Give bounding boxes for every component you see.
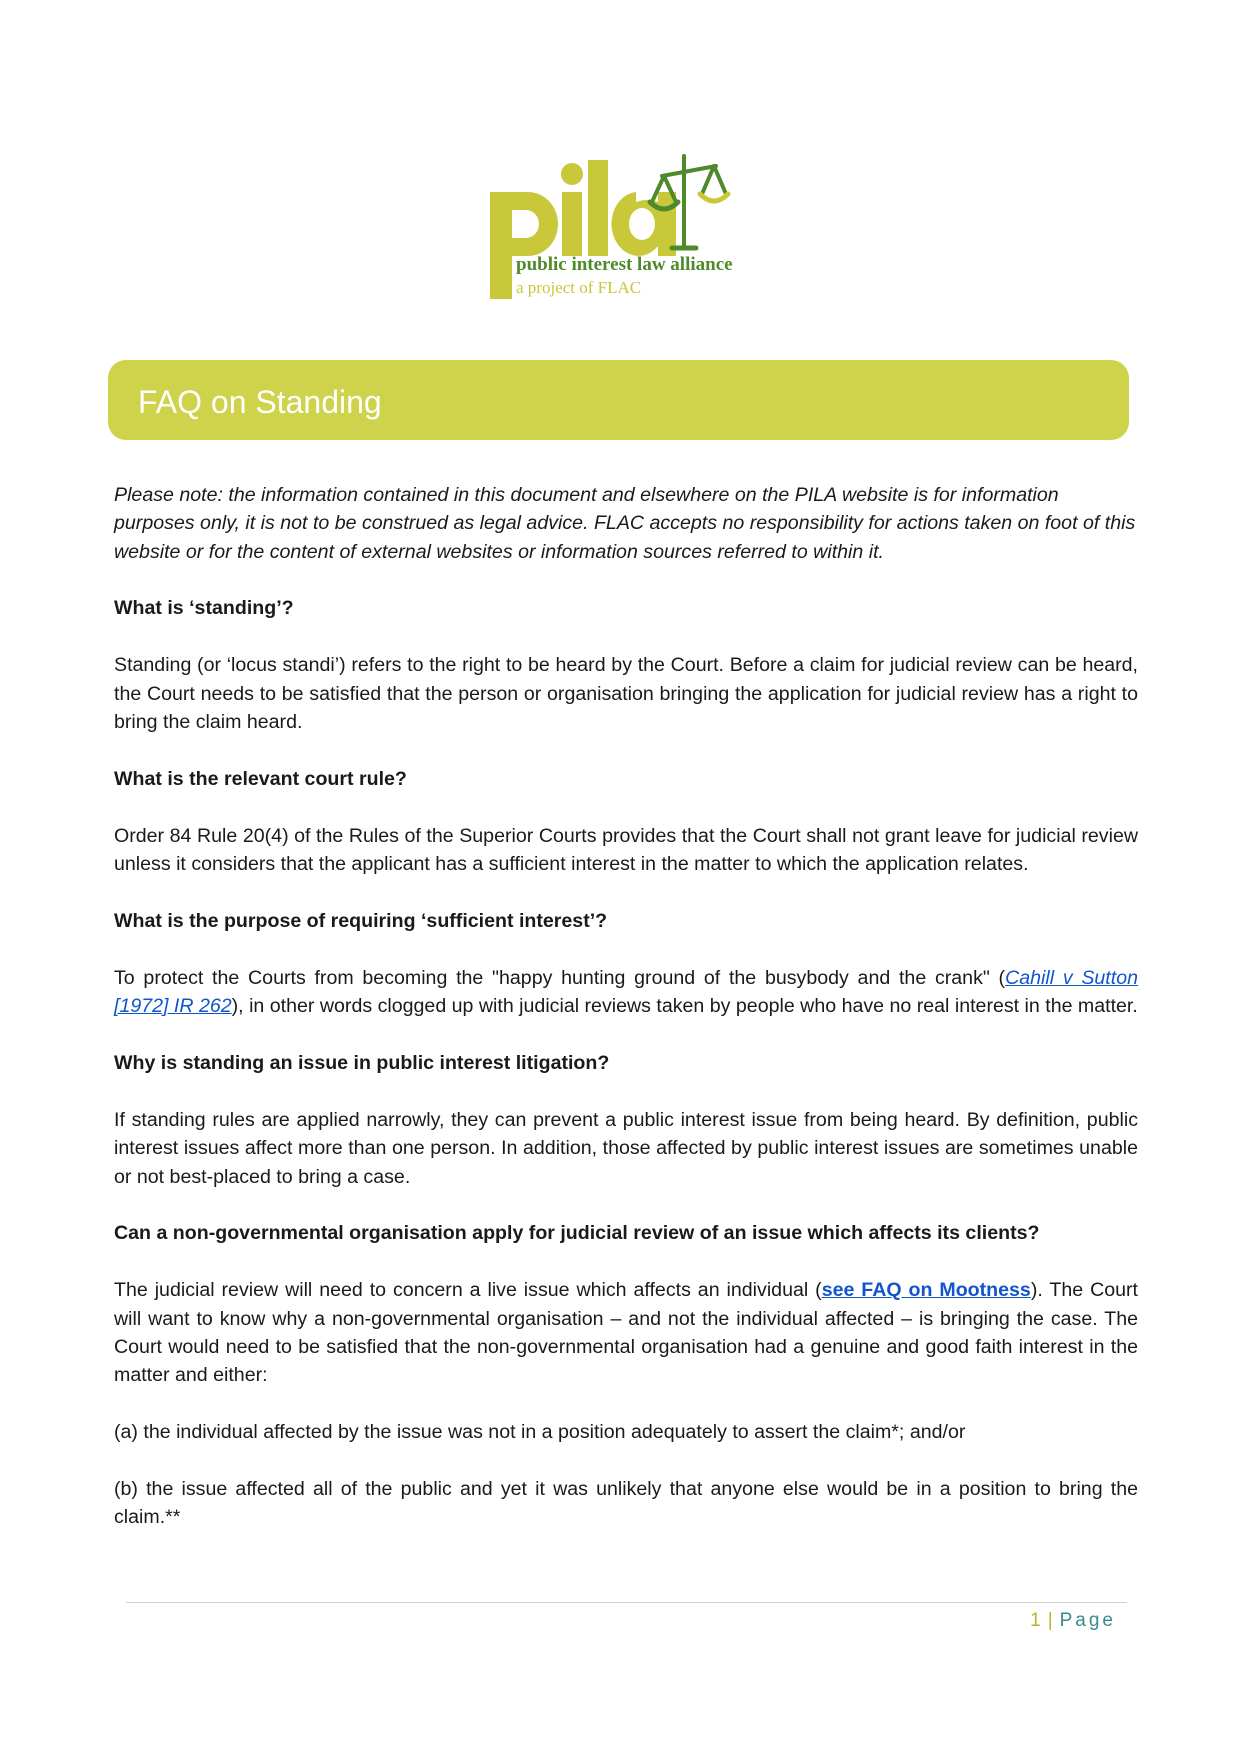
body-text: The judicial review will need to concern a live issue which affects an individual (	[114, 1279, 822, 1302]
page-number: 1	[1030, 1610, 1044, 1631]
list-item-a: (a) the individual affected by the issue was not in a position adequately to assert the claim*; and/or	[114, 1421, 966, 1444]
section-heading: What is ‘standing’?	[114, 597, 294, 620]
section-heading: What is the purpose of requiring ‘sufficient interest’?	[114, 909, 608, 932]
section-heading: Why is standing an issue in public interest litigation?	[114, 1052, 610, 1075]
section-heading: Can a non-governmental organisation apply for judicial review of an issue which affects its clients?	[114, 1222, 1040, 1245]
document-body	[114, 481, 1138, 1560]
title-banner	[108, 360, 1129, 440]
section-body: Order 84 Rule 20(4) of the Rules of the Superior Courts provides that the Court shall not grant leave for judicial review unless it considers that the applicant has a sufficient interest in the matter to which the application relates.	[114, 824, 1138, 876]
disclaimer: Please note: the information contained in this document and elsewhere on the PILA website is for information purposes only, it is not to be construed as legal advice. FLAC accepts no responsibility for actions taken on foot of this website or for the content of external websites or information sources referred to within it.	[114, 484, 1136, 563]
section-body	[114, 964, 1138, 1021]
section-body: If standing rules are applied narrowly, they can prevent a public interest issue from being heard. By definition, public interest issues affect more than one person. In addition, those affected by public interest issues are sometimes unable or not best-placed to bring a case.	[114, 1108, 1138, 1188]
footer-separator: |	[1047, 1610, 1056, 1631]
body-text: ). The Court will want to know why a non-governmental organisation – and not the individual affected – is bringing the case. The Court would need to be satisfied that the non-governmental organisation had a genuine and good faith interest in the matter and either:	[114, 1279, 1138, 1387]
footer-divider	[126, 1602, 1127, 1603]
page-label: Page	[1059, 1610, 1116, 1631]
pila-logo-graphic	[486, 152, 766, 302]
list-item-b: (b) the issue affected all of the public and yet it was unlikely that anyone else would be in a position to bring the claim.**	[114, 1477, 1138, 1529]
page-title: FAQ on Standing	[138, 384, 382, 420]
section-body	[114, 1276, 1138, 1389]
logo-tagline: public interest law alliance	[516, 254, 733, 275]
page-footer	[1030, 1610, 1116, 1632]
cahill-v-sutton-link[interactable]: Cahill v Sutton [1972] IR 262	[114, 966, 1138, 1018]
section-heading: What is the relevant court rule?	[114, 767, 407, 790]
pila-logo	[486, 152, 766, 302]
body-text: To protect the Courts from becoming the "happy hunting ground of the busybody and the crank" (	[114, 966, 1006, 989]
body-text: ), in other words clogged up with judicial reviews taken by people who have no real interest in the matter.	[231, 995, 1138, 1018]
section-body: Standing (or ‘locus standi’) refers to the right to be heard by the Court. Before a claim for judicial review can be heard, the Court needs to be satisfied that the person or organisation bringing the application for judicial review has a right to bring the claim heard.	[114, 654, 1138, 733]
logo-subtitle: a project of FLAC	[516, 278, 642, 297]
faq-mootness-link[interactable]: see FAQ on Mootness	[821, 1279, 1031, 1302]
